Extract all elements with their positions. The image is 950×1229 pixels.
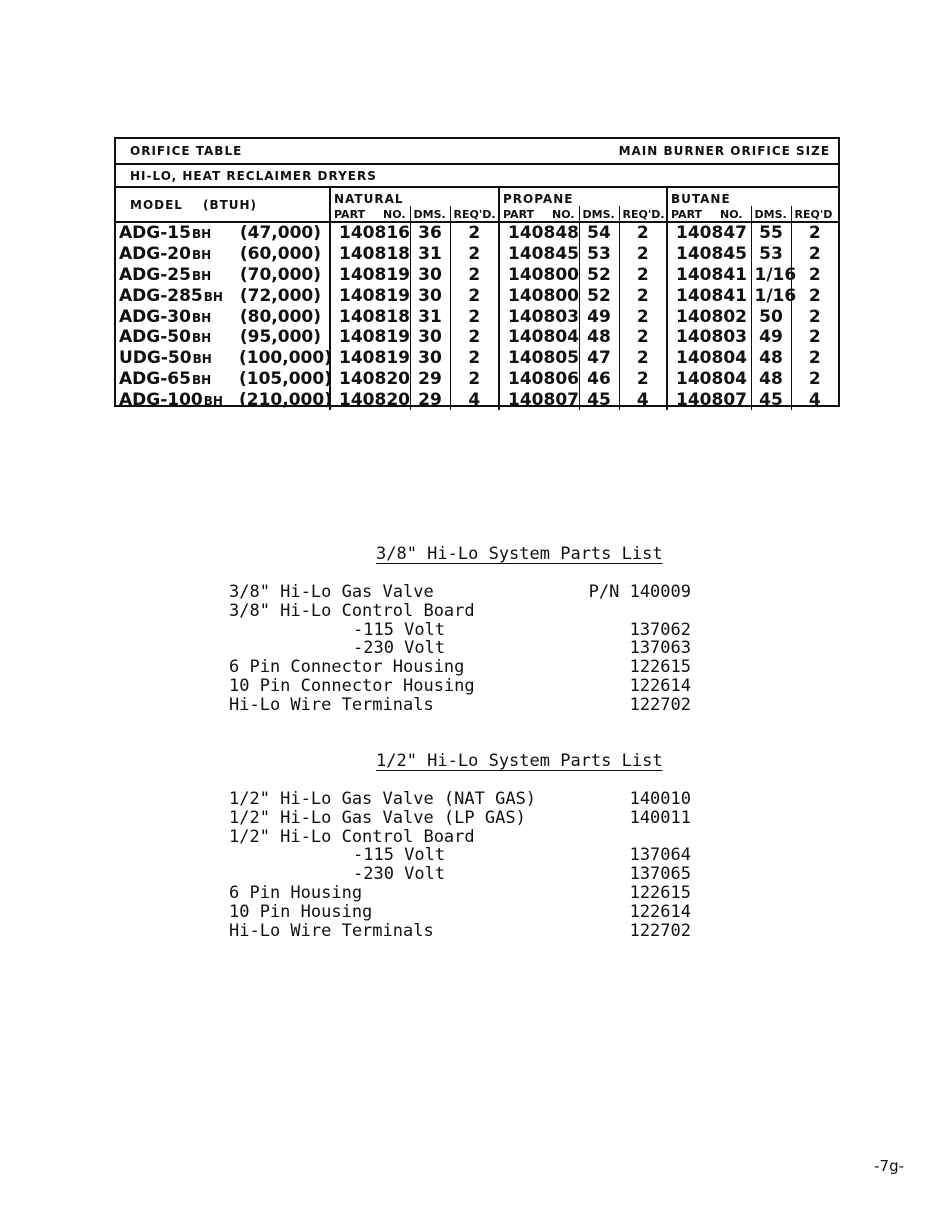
col-reqd-natural: REQ'D. [450,206,499,222]
cell-butane-reqd: 2 [808,327,821,348]
cell-natural-part: 140816 [330,222,410,244]
cell-model: ADG-15BH [119,223,212,244]
cell-butane-dms: 1/16 [751,265,791,286]
cell-propane-part: 140800 [499,285,579,306]
list-item [229,677,691,696]
cell-natural-dms: 36 [410,222,450,244]
col-reqd-butane: REQ'D [791,206,838,222]
list-item [229,602,691,621]
btuh-label: (BTUH) [202,197,258,212]
part-label: 6 Pin Housing [229,882,363,903]
part-label: -115 Volt [353,845,446,866]
list-item [229,621,691,640]
cell-propane-reqd: 2 [619,285,667,306]
cell-butane-reqd: 2 [808,348,821,369]
col-dms-natural: DMS. [410,206,450,222]
list-item [229,846,691,865]
cell-btuh: (72,000) [236,285,330,306]
cell-butane-reqd: 4 [808,389,821,410]
list-3-8-title: 3/8" Hi-Lo System Parts List [376,544,663,564]
table-row [116,369,838,390]
cell-model: ADG-65BH [119,368,212,389]
cell-natural-reqd: 2 [450,265,499,286]
cell-propane-part: 140845 [499,244,579,265]
part-number: 122615 [629,657,691,678]
part-number: 137064 [629,845,691,866]
table-row [116,265,838,286]
model-header [116,187,330,222]
list-1-2-title: 1/2" Hi-Lo System Parts List [376,751,663,771]
cell-butane-reqd: 2 [808,264,821,285]
model-label: MODEL [130,197,183,212]
cell-model: UDG-50BH [119,348,212,369]
cell-model: ADG-285BH [119,285,223,306]
part-label: Hi-Lo Wire Terminals [229,694,434,715]
cell-btuh: (80,000) [236,306,330,327]
cell-natural-reqd: 2 [450,285,499,306]
col-dms-butane: DMS. [751,206,791,222]
part-label: 3/8" Hi-Lo Control Board [229,600,475,621]
cell-propane-part: 140807 [499,389,579,410]
cell-propane-part: 140848 [499,222,579,244]
cell-btuh: (95,000) [236,327,330,348]
part-number: 137062 [629,619,691,640]
orifice-table [114,137,840,410]
cell-natural-reqd: 4 [450,389,499,410]
cell-natural-reqd: 2 [450,369,499,390]
cell-butane-part: 140847 [667,222,751,244]
cell-butane-part: 140803 [667,327,751,348]
list-item [229,903,691,922]
list-item [229,639,691,658]
cell-butane-dms: 45 [751,389,791,410]
cell-natural-reqd: 2 [450,306,499,327]
col-part-no-butane: PART NO. [667,206,751,222]
cell-butane-dms: 53 [751,244,791,265]
part-number: 122702 [629,920,691,941]
cell-propane-dms: 48 [579,327,619,348]
cell-butane-dms: 1/16 [751,285,791,306]
part-label: 3/8" Hi-Lo Gas Valve [229,582,434,602]
list-item [229,790,691,809]
cell-butane-part: 140841 [667,265,751,286]
cell-model: ADG-20BH [119,244,212,265]
cell-propane-reqd: 4 [619,389,667,410]
cell-propane-part: 140805 [499,348,579,369]
list-item [229,809,691,828]
col-reqd-propane: REQ'D. [619,206,667,222]
cell-butane-dms: 48 [751,348,791,369]
cell-butane-reqd: 2 [808,285,821,306]
table-row [116,244,838,265]
part-label: -230 Volt [353,638,446,659]
group-butane: BUTANE [671,192,731,206]
cell-butane-reqd: 2 [808,306,821,327]
part-label: 1/2" Hi-Lo Gas Valve (NAT GAS) [229,789,537,809]
page-number: -7g- [874,1157,904,1175]
cell-btuh: (70,000) [236,265,330,286]
part-number: 137065 [629,864,691,885]
group-propane: PROPANE [499,187,667,206]
part-number: 122702 [629,694,691,715]
cell-natural-part: 140818 [330,306,410,327]
cell-butane-part: 140807 [667,389,751,410]
cell-propane-part: 140800 [499,265,579,286]
cell-btuh: (60,000) [236,244,330,265]
cell-natural-part: 140819 [330,265,410,286]
cell-propane-reqd: 2 [619,306,667,327]
cell-propane-dms: 52 [579,265,619,286]
part-label: Hi-Lo Wire Terminals [229,920,434,941]
group-natural: NATURAL [330,187,499,206]
cell-natural-reqd: 2 [450,222,499,244]
cell-propane-dms: 47 [579,348,619,369]
part-number: 140011 [629,807,691,828]
part-label: 10 Pin Connector Housing [229,675,475,696]
cell-btuh: (210,000) [236,389,330,410]
cell-natural-dms: 30 [410,285,450,306]
cell-propane-reqd: 2 [619,348,667,369]
cell-natural-dms: 29 [410,369,450,390]
cell-propane-reqd: 2 [619,265,667,286]
cell-butane-part: 140841 [667,285,751,306]
cell-natural-part: 140820 [330,369,410,390]
cell-natural-part: 140819 [330,348,410,369]
col-part-no-natural: PART NO. [330,206,410,222]
cell-btuh: (47,000) [236,222,330,244]
cell-natural-dms: 31 [410,244,450,265]
cell-natural-dms: 30 [410,327,450,348]
cell-butane-part: 140804 [667,348,751,369]
cell-butane-dms: 55 [751,222,791,244]
cell-propane-reqd: 2 [619,327,667,348]
cell-propane-reqd: 2 [619,222,667,244]
parts-list-1-2 [229,790,691,940]
part-number: 137063 [629,638,691,659]
cell-model: ADG-30BH [119,306,212,327]
part-number: 122614 [629,901,691,922]
cell-natural-part: 140818 [330,244,410,265]
cell-natural-part: 140819 [330,327,410,348]
cell-propane-part: 140803 [499,306,579,327]
list-item [229,828,691,847]
part-label: -230 Volt [353,864,446,885]
table-title: ORIFICE TABLE [116,139,579,164]
cell-butane-part: 140802 [667,306,751,327]
part-number: P/N 140009 [588,582,691,602]
cell-natural-part: 140819 [330,285,410,306]
cell-natural-dms: 30 [410,348,450,369]
cell-propane-dms: 49 [579,306,619,327]
table-row [116,306,838,327]
cell-propane-dms: 53 [579,244,619,265]
cell-propane-dms: 45 [579,389,619,410]
cell-propane-reqd: 2 [619,244,667,265]
col-part-no-propane: PART NO. [499,206,579,222]
cell-propane-dms: 54 [579,222,619,244]
part-number: 122614 [629,675,691,696]
part-label: 10 Pin Housing [229,901,373,922]
table-row [116,222,838,244]
table-title-right: MAIN BURNER ORIFICE SIZE [579,139,838,164]
cell-butane-reqd: 2 [808,368,821,389]
cell-btuh: (100,000) [236,348,330,369]
list-item [229,884,691,903]
part-label: 1/2" Hi-Lo Gas Valve (LP GAS) [229,807,526,828]
cell-butane-reqd: 2 [808,223,821,244]
cell-butane-dms: 50 [751,306,791,327]
cell-butane-dms: 49 [751,327,791,348]
cell-natural-reqd: 2 [450,327,499,348]
cell-natural-dms: 29 [410,389,450,410]
cell-propane-dms: 46 [579,369,619,390]
cell-natural-dms: 31 [410,306,450,327]
cell-butane-reqd: 2 [808,244,821,265]
cell-model: ADG-100BH [119,389,223,410]
cell-propane-dms: 52 [579,285,619,306]
cell-natural-reqd: 2 [450,348,499,369]
part-label: 1/2" Hi-Lo Control Board [229,826,475,847]
cell-model: ADG-25BH [119,264,212,285]
col-dms-propane: DMS. [579,206,619,222]
cell-butane-part: 140804 [667,369,751,390]
list-item [229,696,691,715]
cell-natural-reqd: 2 [450,244,499,265]
table-row [116,327,838,348]
table-row [116,285,838,306]
table-row [116,389,838,410]
cell-propane-part: 140804 [499,327,579,348]
list-item [229,583,691,602]
part-label: 6 Pin Connector Housing [229,657,465,678]
list-item [229,922,691,941]
part-number: 122615 [629,882,691,903]
cell-butane-part: 140845 [667,244,751,265]
cell-btuh: (105,000) [236,369,330,390]
cell-natural-part: 140820 [330,389,410,410]
cell-propane-part: 140806 [499,369,579,390]
cell-natural-dms: 30 [410,265,450,286]
cell-propane-reqd: 2 [619,369,667,390]
list-item [229,865,691,884]
part-number: 140010 [629,789,691,809]
cell-butane-dms: 48 [751,369,791,390]
list-item [229,658,691,677]
part-label: -115 Volt [353,619,446,640]
parts-list-3-8 [229,583,691,715]
table-row [116,348,838,369]
table-subtitle: HI-LO, HEAT RECLAIMER DRYERS [116,164,838,187]
cell-model: ADG-50BH [119,327,212,348]
